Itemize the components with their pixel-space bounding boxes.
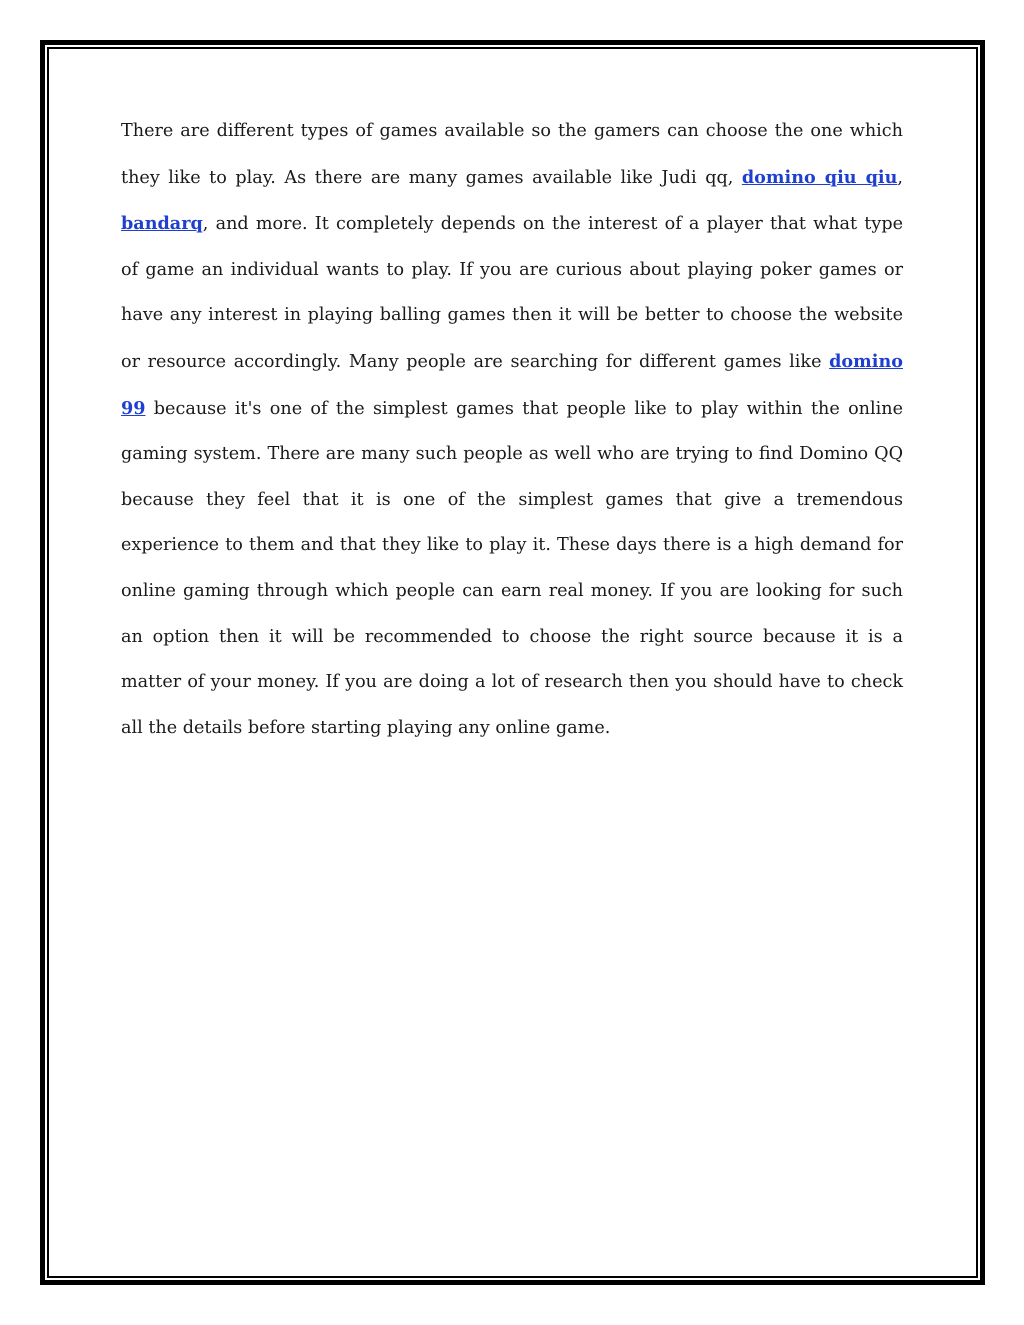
paragraph-text-segment-3: , and more. It completely depends on the interest of a player that what type of game an individual wants to play. If you are curious about playing poker games or have any interest in playing balling games then it will be better to choose the website or resource accordingly. Many people are searching for different games like — [121, 214, 903, 372]
link-domino-99[interactable]: domino 99 — [121, 350, 903, 419]
link-domino-qiu-qiu[interactable]: domino qiu qiu — [741, 166, 898, 188]
body-paragraph — [121, 109, 903, 751]
paragraph-text-segment-2: , — [897, 167, 903, 188]
link-bandarq[interactable]: bandarq — [121, 213, 203, 235]
paragraph-text-segment-1: There are different types of games available so the gamers can choose the one which they like to play. As there are many games available like Judi qq, — [121, 121, 903, 188]
paragraph-text-segment-4: because it's one of the simplest games that people like to play within the online gaming system. There are many such people as well who are trying to find Domino QQ because they feel that it is one of the simplest games that give a tremendous experience to them and that they like to play it. These days there is a high demand for online gaming through which people can earn real money. If you are looking for such an option then it will be recommended to choose the right source because it is a matter of your money. If you are doing a lot of research then you should have to check all the details before starting playing any online game. — [121, 398, 903, 738]
